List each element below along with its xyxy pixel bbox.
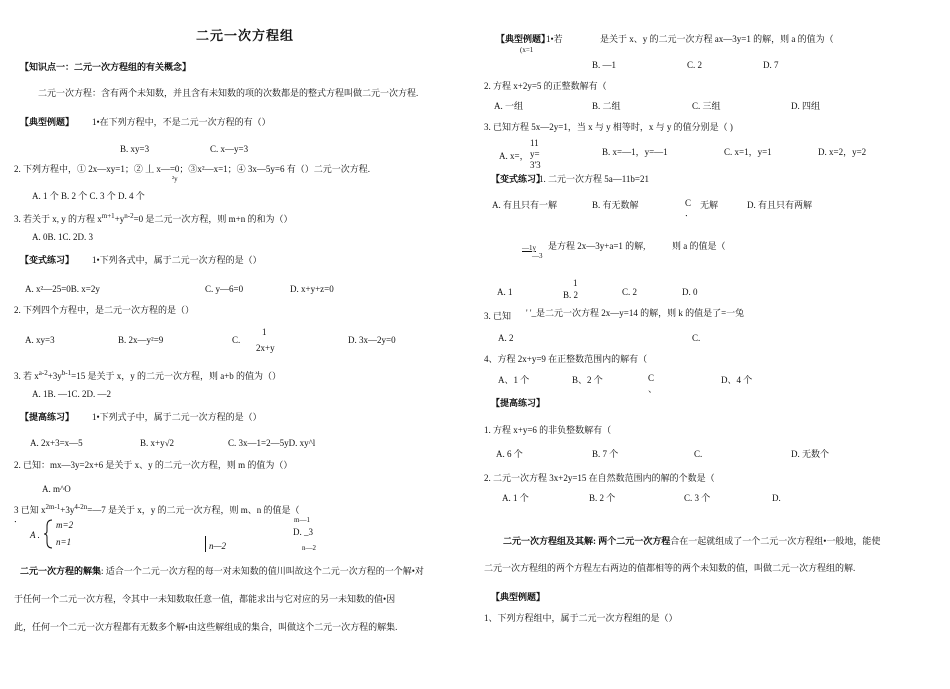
system-eq-bottom: n=1 [56,537,72,547]
section-heading: 【变式练习】 [20,255,75,265]
options-line: A. 0B. 1C. 2D. 3 [32,232,94,242]
section-heading: 【典型例题】 [496,34,551,44]
option-a: A. 有且只有一解 [492,200,557,210]
option-b: B. x=—1，y=—1 [602,147,668,157]
option-c: C. 3 个 [684,493,711,503]
question-text: 1•若 [546,34,563,44]
option-a: A. xy=3 [25,335,55,345]
fraction-mid: y= [530,149,540,159]
system-eq-top: m=2 [56,520,74,530]
option-d-bottom: n—2 [302,544,316,552]
question-text: 2. 下列方程中，① 2x—xy=1；② 丄 x—=0；③x²—x=1；④ 3x—5y=6 有（）二元一次方程. [14,164,371,174]
option-b: n—2 [209,541,227,551]
option-d: D. 无数个 [791,449,829,459]
question-text: 2. 下列四个方程中，是二元一次方程的是（） [14,305,195,315]
section-heading: 【提高练习】 [491,398,546,408]
question-text-tail: ' '_是二元一次方程 2x—y=14 的解，则 k 的值是了=一兔 [526,308,745,318]
question-text: 3 已知 $x^{2m-1}+3y^{4-2n}=—7$ 是关于 x，y 的二元一次方程，则 m、n 的值是（ [14,503,300,515]
solution-set-definition-2: 于任何一个二元一次方程，令其中一未知数取任意一值，都能求出与它对应的另一未知数的值•因 [14,594,396,604]
section-heading: 【变式练习】 [491,174,546,184]
option-a: A. 6 个 [496,449,523,459]
option-d: D. [772,493,781,503]
stray-dot: ． [14,514,24,524]
option-b: B. 2 [563,290,579,300]
question-text: 3. 已知 [484,311,512,321]
option-d: D. 有且只有两解 [747,200,812,210]
option-d: D. x+y+z=0 [290,284,334,294]
option-a: A. x=， [499,151,529,161]
options-line: A. 1 个 B. 2 个 C. 3 个 D. 4 个 [32,191,145,201]
option-d: D. 3x—2y=0 [348,335,396,345]
question-text: 3. 已知方程 5x—2y=1，当 x 与 y 相等时，x 与 y 的值分别是（ ) [484,122,733,132]
option-d: D、4 个 [721,375,753,385]
question-text: 2. 二元一次方程 3x+2y=15 在自然数范围内的解的个数是（ [484,473,715,483]
option-a: A. 一组 [494,101,523,111]
option-b: B. 2x—y²=9 [118,335,164,345]
brace-fragment [205,536,206,552]
definition-text: 二元一次方程：含有两个未知数，并且含有未知数的项的次数都是的整式方程叫做二元一次方程. [38,88,419,98]
option-c: C. [692,333,701,343]
option-b: B. x+y√2 [140,438,175,448]
question-text: 1. 二元一次方程 5a—11b=21 [539,174,649,184]
option-d: D. 0 [682,287,698,297]
question-text: 1•下列各式中，属于二元一次方程的是（） [92,255,262,265]
section-heading: 【提高练习】 [20,412,75,422]
section-heading: 【典型例题】 [20,117,75,127]
given-pair-2: —3 [532,252,543,260]
question-text-tail: 则 a 的值是（ [672,241,726,251]
question-text: 是方程 2x—3y+a=1 的解, [548,241,646,251]
option-b: B. xy=3 [120,144,150,154]
option-a-b: A. x²—25=0B. x=2y [25,284,100,294]
given-pair: —1y [522,244,536,252]
option-b: B. 二组 [592,101,621,111]
fraction-numerator: 11 [530,138,539,148]
option-c: C. 三组 [692,101,721,111]
fraction-denominator: ²y [172,175,178,183]
question-text: 4、方程 2x+y=9 在正整数范围内的解有（ [484,354,648,364]
option-b: B. 2 个 [589,493,616,503]
option-d: D. 7 [763,60,779,70]
system-definition: 二元一次方程组及其解: 两个二元一次方程合在一起就组成了一个二元一次方程组•一般地，能使 [503,536,881,546]
option-c: C. 2 [687,60,703,70]
question-text: 2. 方程 x+2y=5 的正整数解有（ [484,81,607,91]
options-line: A. 1B. —1C. 2D. —2 [32,389,112,399]
option-c-dot: 、 [648,384,658,394]
question-text: 1•下列式子中，属于二元一次方程的是（） [92,412,262,422]
option-c: C. 2 [622,287,638,297]
option-b: B、2 个 [572,375,603,385]
solution-set-definition: 二元一次方程的解集: 适合一个二元一次方程的每一对未知数的值川叫故这个二元一次方程的一个解•对 [20,566,424,576]
option-c: C. y—6=0 [205,284,244,294]
option-b: B. 有无数解 [592,200,639,210]
option-c-dot: ． [685,208,695,218]
question-text-tail: 是关于 x、y 的二元一次方程 ax—3y=1 的解，则 a 的值为（ [600,34,834,44]
fraction-denominator: 2x+y [256,343,275,353]
system-definition-2: 二元一次方程组的两个方程左右两边的值都相等的两个未知数的值，叫做二元一次方程组的解. [484,563,856,573]
fraction-denominator: 3'3 [530,160,541,170]
option-a: A. 1 个 [502,493,529,503]
option-b: B. 7 个 [592,449,619,459]
question-text: 3. 若关于 x, y 的方程 $x^{m+1}+y^{n-2}=0$ 是二元一次方程，则 m+n 的和为（） [14,212,293,224]
question-text: 3. 若 $x^{a-2}+3y^{b-1}=15$ 是关于 x，y 的二元一次方程，则 a+b 的值为（） [14,369,282,381]
brace-icon [42,518,56,550]
option-a: A. 2x+3=x—5 [30,438,83,448]
option-a: A . [30,530,40,540]
system-line: (x=1 [520,46,534,54]
section-heading: 【知识点一：二元一次方程组的有关概念】 [20,62,192,72]
option-c: C. x—y=3 [210,144,249,154]
option-c: C. [694,449,703,459]
option-a: A. 1 [497,287,513,297]
option-c: C. [232,335,241,345]
question-text: 1. 方程 x+y=6 的非负整数解有（ [484,425,612,435]
option-d-top: m—1 [294,516,310,524]
option-d: D. _3 [293,527,313,537]
question-text: 2. 已知：mx—3y=2x+6 是关于 x、y 的二元一次方程，则 m 的值为（） [14,460,293,470]
option-d: D. x=2，y=2 [818,147,867,157]
option-c: C [685,198,692,208]
option-a: A、1 个 [498,375,530,385]
option-c-text: 无解 [700,200,719,210]
option-d: D. 四组 [791,101,820,111]
option-a: A. m^O [42,484,71,494]
option-c: C [648,373,655,383]
solution-set-definition-3: 此，任何一个二元一次方程都有无数多个解•由这些解组成的集合，叫做这个二元一次方程的解集. [14,622,398,632]
option-c-d: C. 3x—1=2—5yD. xy^l [228,438,316,448]
option-b: B. —1 [592,60,617,70]
question-text: 1•在下列方程中，不是二元一次方程的有（） [92,117,271,127]
section-heading: 【典型例题】 [491,592,546,602]
option-a: A. 2 [498,333,514,343]
question-text: 1、下列方程组中，属于二元一次方程组的是（） [484,613,678,623]
option-c: C. x=1，y=1 [724,147,772,157]
page-title: 二元一次方程组 [196,28,295,43]
fraction-numerator: 1 [262,327,267,337]
fraction-numerator: 1 [573,278,578,288]
